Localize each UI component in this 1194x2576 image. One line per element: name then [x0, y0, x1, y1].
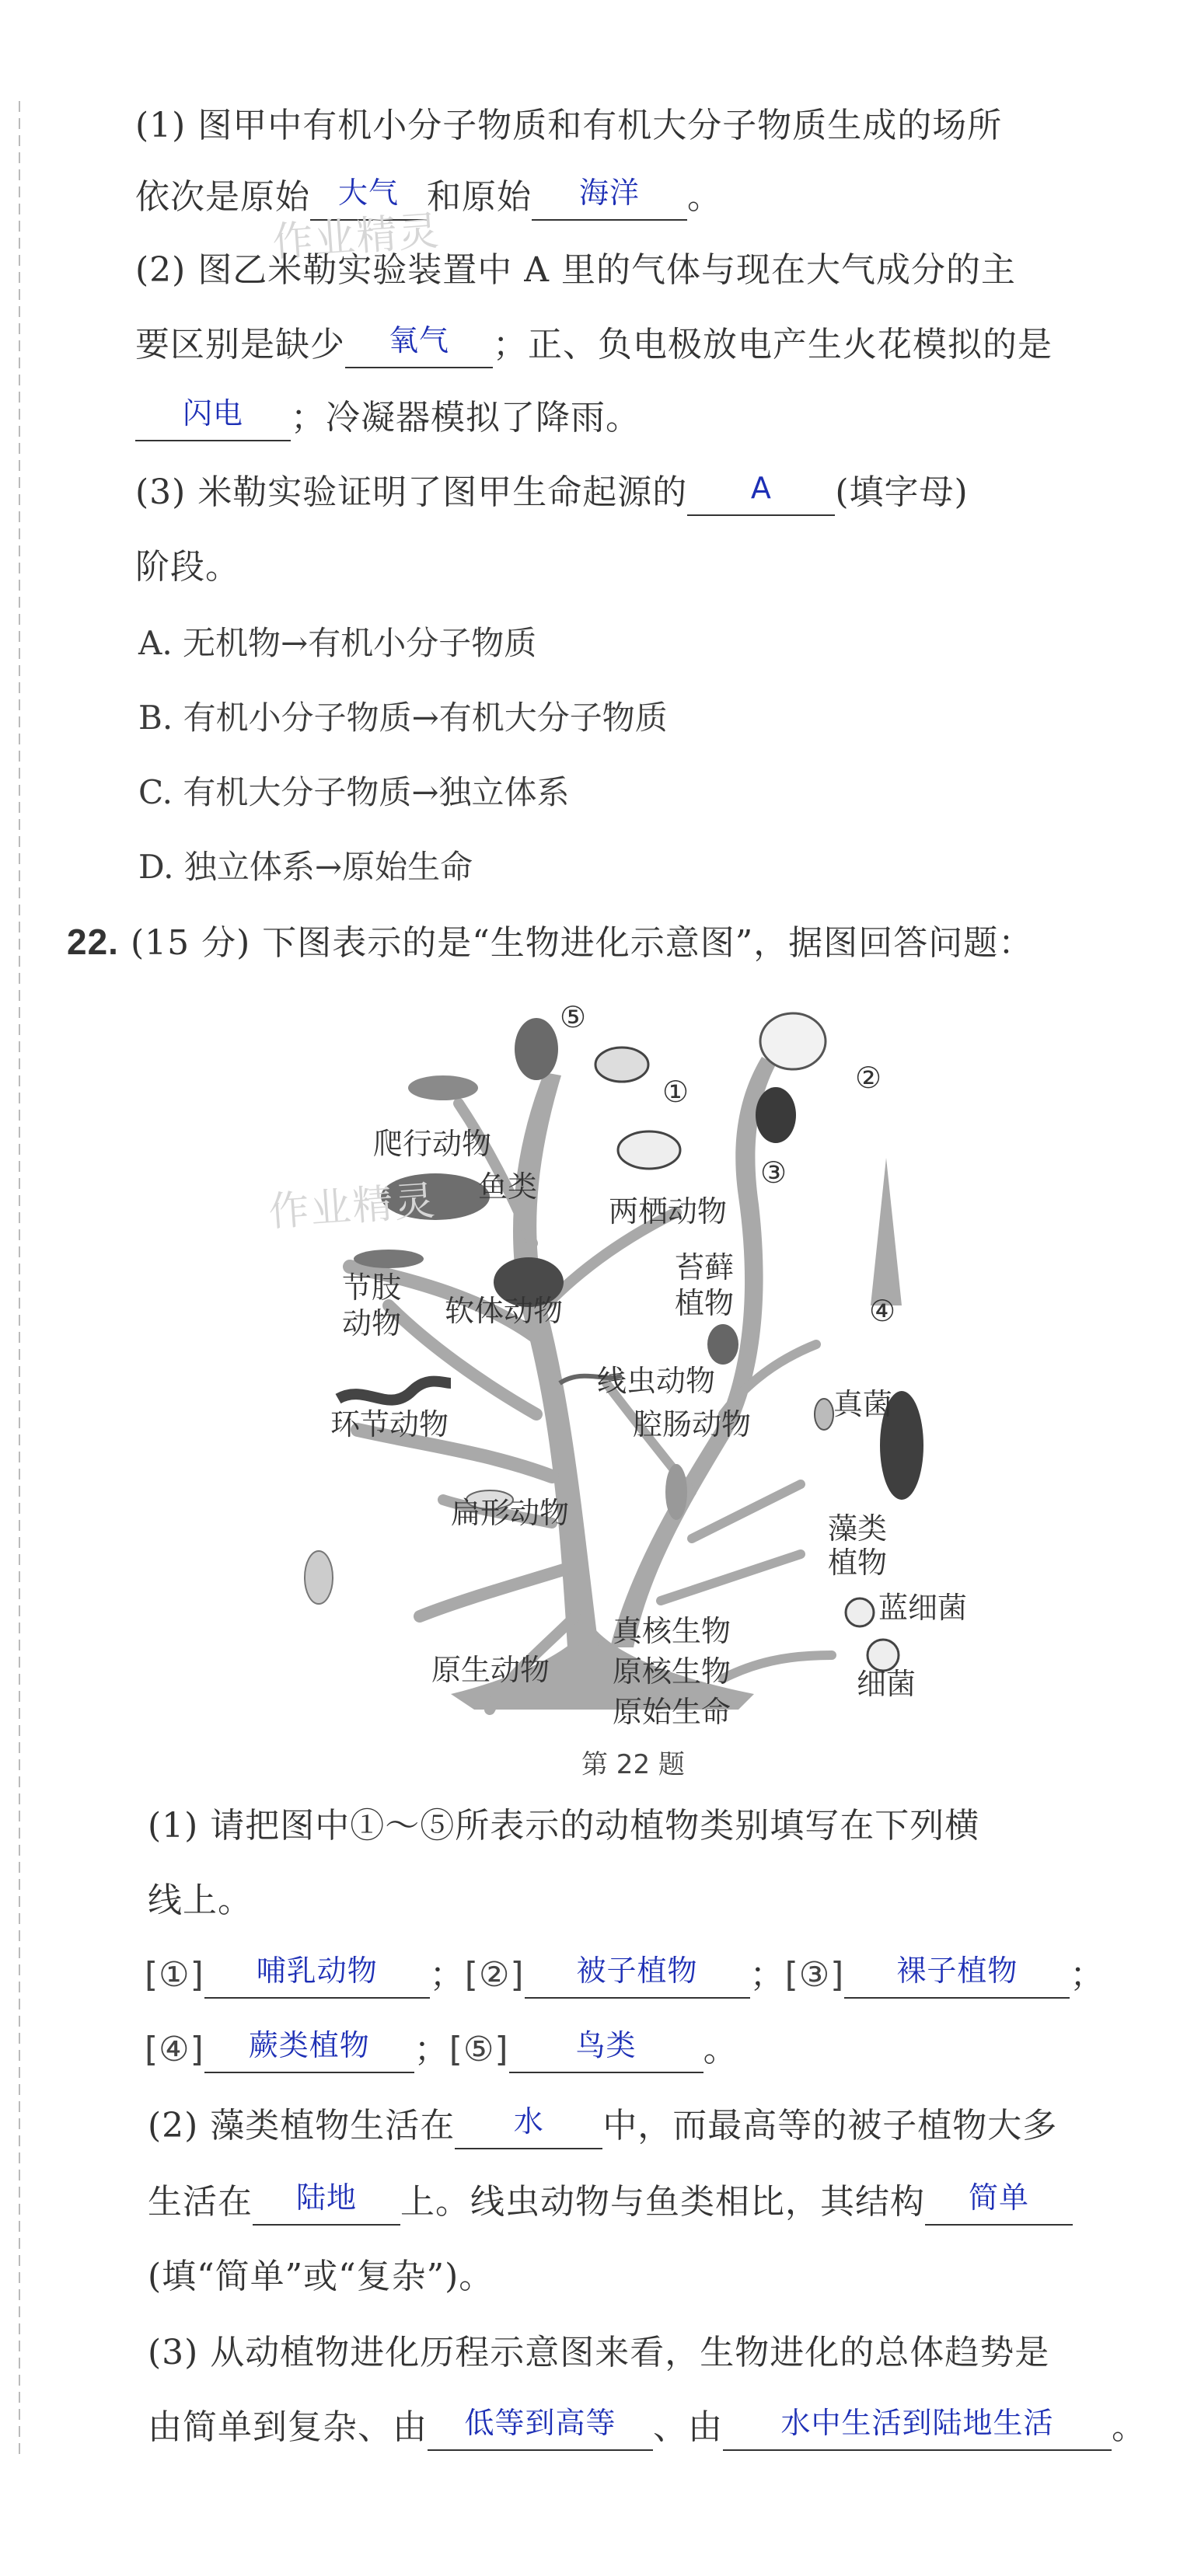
q22-stem: 22. (15 分) 下图表示的是“生物进化示意图”，据图回答问题： [67, 922, 1034, 963]
q22-p2-line2: 生活在 陆地 上。线虫动物与鱼类相比，其结构 简单 [148, 2179, 1073, 2226]
label-mollusk: 软体动物 [445, 1294, 564, 1328]
q22-p3-blank2[interactable]: 水中生活到陆地生活 [723, 2406, 1112, 2451]
evolution-tree-figure [257, 979, 968, 1787]
label-n2: ② [855, 1061, 882, 1095]
label-n3: ③ [760, 1156, 787, 1190]
label-moss-2: 植物 [675, 1286, 735, 1320]
q21-p2-blank2[interactable]: 闪电 [135, 396, 291, 441]
q21-p1-line1: (1) 图甲中有机小分子物质和有机大分子物质生成的场所 [135, 106, 1003, 145]
label-cnidarian: 腔肠动物 [633, 1407, 752, 1441]
label-n5: ⑤ [560, 1000, 587, 1034]
q22-p2-line3: (填“简单”或“复杂”)。 [148, 2257, 494, 2296]
q21-p2-line1: (2) 图乙米勒实验装置中 A 里的气体与现在大气成分的主 [135, 250, 1017, 290]
label-n1: ① [662, 1075, 690, 1109]
label-moss-1: 苔藓 [675, 1250, 735, 1285]
q21-option-a: A. 无机物→有机小分子物质 [138, 624, 537, 662]
mouse-icon [595, 1047, 648, 1082]
q22-p1-line1: (1) 请把图中①～⑤所表示的动植物类别填写在下列横 [148, 1806, 980, 1846]
label-prokaryote: 原核生物 [613, 1654, 731, 1689]
q22-number: 22. [67, 922, 119, 962]
flower-icon [760, 1013, 826, 1069]
q21-p1-line2: 依次是原始 大气 和原始 海洋 。 [135, 174, 722, 221]
label-arthropod-1: 节肢 [342, 1271, 402, 1305]
label-reptile: 爬行动物 [373, 1127, 492, 1161]
lizard-icon [408, 1075, 478, 1100]
q22-p2-blank3[interactable]: 简单 [925, 2180, 1073, 2226]
insect-icon [354, 1250, 424, 1268]
mushroom-icon [815, 1399, 833, 1430]
fern-icon [871, 1158, 902, 1305]
q21-p2-line2: 要区别是缺少 氧气 ；正、负电极放电产生火花模拟的是 [135, 322, 1053, 368]
label-n4: ④ [869, 1294, 896, 1328]
q22-answers-row2: [④] 蕨类植物 ；[⑤] 鸟类 。 [145, 2027, 738, 2073]
label-annelid: 环节动物 [330, 1407, 449, 1441]
label-cyanobacteria: 蓝细菌 [878, 1591, 968, 1625]
q21-p1-blank1[interactable]: 大气 [310, 176, 427, 221]
label-arthropod-2: 动物 [342, 1306, 402, 1340]
margin-dashed-line [19, 101, 20, 2456]
q21-p3-line1: (3) 米勒实验证明了图甲生命起源的 A (填字母) [135, 469, 969, 516]
watermark: 作业精灵 [271, 207, 442, 267]
moss-icon [707, 1324, 738, 1365]
label-fungi: 真菌 [833, 1387, 893, 1421]
answer-blank-3[interactable]: 裸子植物 [844, 1954, 1070, 1999]
label-nematode: 线虫动物 [597, 1364, 716, 1398]
label-bacteria: 细菌 [857, 1667, 916, 1701]
q21-p1-blank2[interactable]: 海洋 [532, 176, 687, 221]
q21-p2-blank1[interactable]: 氧气 [345, 323, 493, 368]
pine-cone-icon [756, 1087, 796, 1143]
label-amphibian: 两栖动物 [609, 1194, 728, 1229]
q22-p2-blank1[interactable]: 水 [455, 2104, 602, 2149]
q21-p3-blank[interactable]: A [687, 471, 835, 516]
q21-p2-line3: 闪电 ；冷凝器模拟了降雨。 [135, 395, 641, 441]
q21-option-c: C. 有机大分子物质→独立体系 [138, 773, 570, 811]
earthworm-icon [338, 1382, 451, 1400]
q22-p1-line2: 线上。 [148, 1881, 253, 1920]
answer-blank-4[interactable]: 蕨类植物 [204, 2028, 414, 2073]
label-fish: 鱼类 [478, 1169, 538, 1204]
label-flatworm: 扁形动物 [451, 1496, 570, 1530]
label-algae-1: 藻类 [828, 1511, 888, 1546]
q21-option-b: B. 有机小分子物质→有机大分子物质 [138, 699, 668, 737]
answer-blank-1[interactable]: 哺乳动物 [204, 1954, 430, 1999]
figure-caption: 第 22 题 [581, 1749, 685, 1780]
q22-p3-line1: (3) 从动植物进化历程示意图来看，生物进化的总体趋势是 [148, 2333, 1050, 2372]
cyanobacteria-icon [846, 1598, 874, 1626]
bird-icon [515, 1018, 558, 1080]
q21-option-d: D. 独立体系→原始生命 [138, 848, 473, 886]
label-eukaryote: 真核生物 [613, 1614, 731, 1648]
hydra-icon [665, 1464, 687, 1520]
label-algae-2: 植物 [828, 1546, 888, 1580]
bacteria-icon [868, 1640, 899, 1671]
q22-answers-row1: [①] 哺乳动物 ；[②] 被子植物 ；[③] 裸子植物 ； [145, 1952, 1105, 1999]
frog-icon [618, 1131, 680, 1169]
q22-p2-line1: (2) 藻类植物生活在 水 中，而最高等的被子植物大多 [148, 2103, 1057, 2149]
answer-blank-5[interactable]: 鸟类 [509, 2028, 703, 2073]
q22-p3-blank1[interactable]: 低等到高等 [428, 2406, 653, 2451]
label-primitive-life: 原始生命 [613, 1695, 731, 1729]
watermark-2: 作业精灵 [267, 1177, 438, 1236]
q22-p3-line2: 由简单到复杂、由 低等到高等 、由 水中生活到陆地生活 。 [148, 2404, 1147, 2451]
q21-p3-line2: 阶段。 [135, 547, 240, 587]
q22-p2-blank2[interactable]: 陆地 [253, 2180, 400, 2226]
protozoa-icon [305, 1551, 333, 1604]
answer-blank-2[interactable]: 被子植物 [525, 1954, 750, 1999]
label-protozoa: 原生动物 [431, 1653, 550, 1687]
